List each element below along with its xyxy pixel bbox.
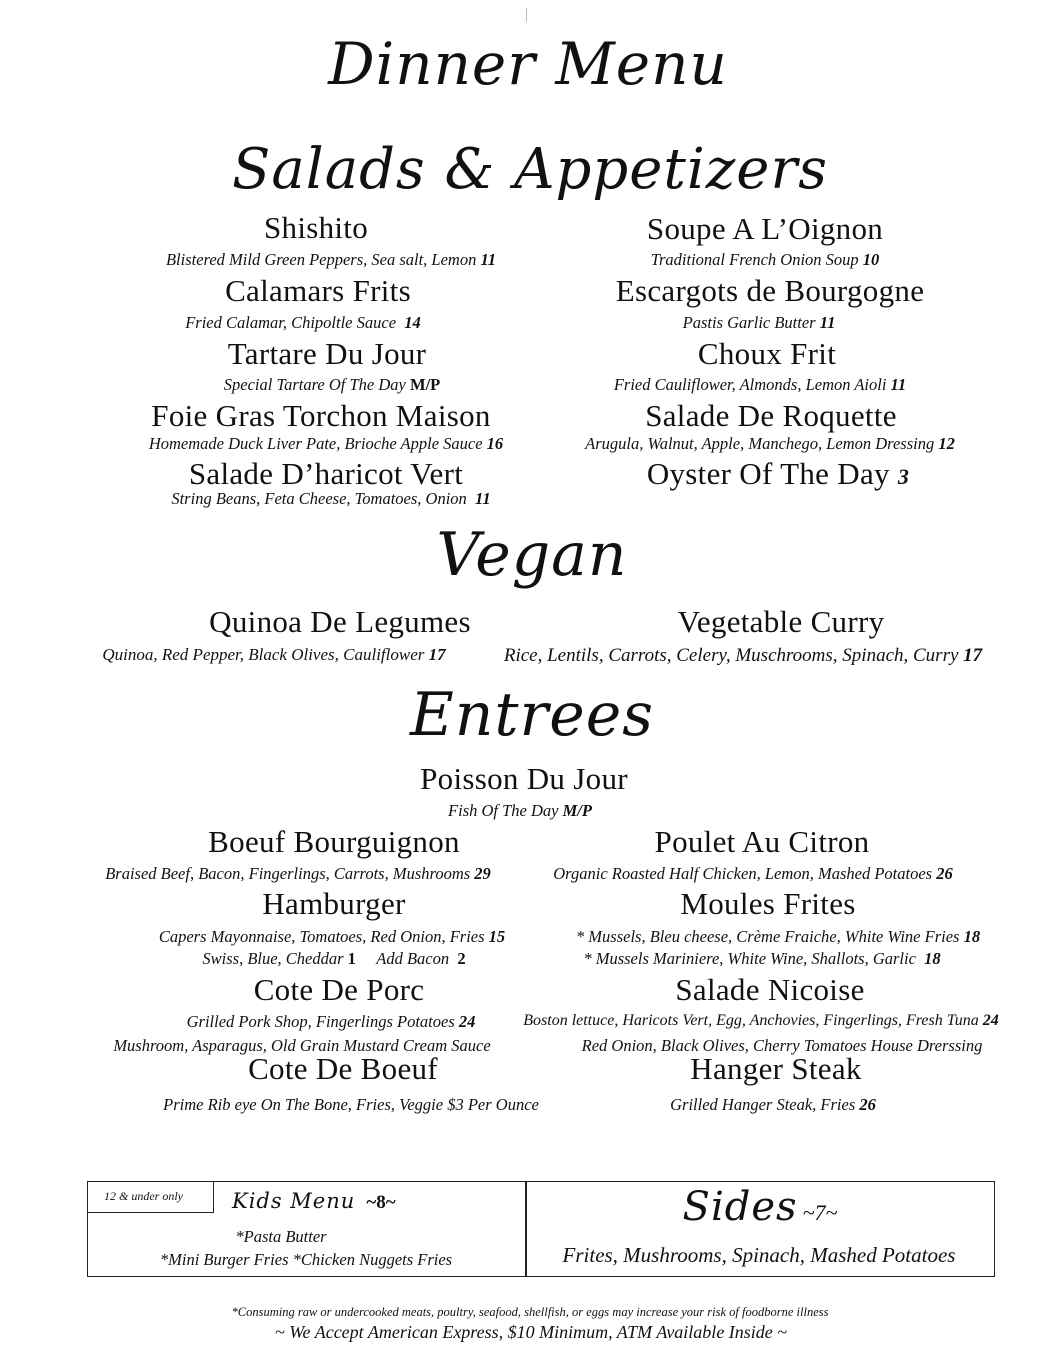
price: 26 xyxy=(859,1095,876,1114)
price: 26 xyxy=(936,864,953,883)
top-mark xyxy=(526,8,527,22)
item-desc: Fish Of The Day M/P xyxy=(448,801,592,820)
item-salade-roquette: Salade De Roquette xyxy=(645,398,897,433)
item-poulet-au-citron: Poulet Au Citron xyxy=(654,824,870,859)
item-desc: Quinoa, Red Pepper, Black Olives, Cauliflower 17 xyxy=(102,645,446,664)
item-desc: Braised Beef, Bacon, Fingerlings, Carrots, Mushrooms 29 xyxy=(105,864,491,883)
item-desc: Blistered Mild Green Peppers, Sea salt, Lemon 11 xyxy=(165,250,497,269)
kids-menu-line-1: *Pasta Butter xyxy=(235,1227,327,1246)
kids-menu-title: Kids Menu ~8~ xyxy=(232,1189,396,1213)
price: ~7~ xyxy=(802,1200,838,1225)
item-salade-haricot-vert: Salade D’haricot Vert xyxy=(188,456,464,491)
item-desc: Fried Cauliflower, Almonds, Lemon Aioli 11 xyxy=(613,375,907,394)
item-desc-2: * Mussels Mariniere, White Wine, Shallots, Garlic 18 xyxy=(583,949,941,968)
item-desc-2: Mushroom, Asparagus, Old Grain Mustard Cream Sauce xyxy=(113,1036,491,1055)
item-desc: Grilled Hanger Steak, Fries 26 xyxy=(670,1095,876,1114)
item-vegetable-curry: Vegetable Curry xyxy=(677,604,885,639)
price: 11 xyxy=(819,313,836,332)
item-desc: Homemade Duck Liver Pate, Brioche Apple Sauce 16 xyxy=(148,434,504,453)
price: 11 xyxy=(480,250,497,269)
price: 11 xyxy=(890,375,907,394)
item-desc: Pastis Garlic Butter 11 xyxy=(682,313,836,332)
item-desc: Organic Roasted Half Chicken, Lemon, Mashed Potatoes 26 xyxy=(553,864,953,883)
price: 1 xyxy=(347,949,356,968)
item-soupe-oignon: Soupe A L’Oignon xyxy=(646,211,884,246)
item-boeuf-bourguignon: Boeuf Bourguignon xyxy=(208,824,460,859)
item-desc: * Mussels, Bleu cheese, Crème Fraiche, White Wine Fries 18 xyxy=(575,927,981,946)
price: M/P xyxy=(409,375,441,394)
page-title: Dinner Menu xyxy=(328,30,728,98)
item-hamburger: Hamburger xyxy=(262,886,406,921)
price: 24 xyxy=(982,1012,999,1029)
item-desc: Special Tartare Of The Day M/P xyxy=(223,375,441,394)
item-extras: Swiss, Blue, Cheddar 1 Add Bacon 2 xyxy=(202,949,466,968)
item-desc: Grilled Pork Shop, Fingerlings Potatoes 24 xyxy=(186,1012,476,1031)
item-quinoa: Quinoa De Legumes xyxy=(209,604,471,639)
item-oyster: Oyster Of The Day 3 xyxy=(646,456,910,491)
footer-payment: ~ We Accept American Express, $10 Minimum, ATM Available Inside ~ xyxy=(274,1322,788,1342)
item-desc: Fried Calamar, Chipoltle Sauce 14 xyxy=(185,313,421,332)
item-hanger-steak: Hanger Steak xyxy=(690,1051,862,1086)
item-cote-de-porc: Cote De Porc xyxy=(253,972,425,1007)
item-desc-2: Red Onion, Black Olives, Cherry Tomatoes House Drerssing xyxy=(581,1036,983,1055)
price: 18 xyxy=(924,949,941,968)
item-poisson-du-jour: Poisson Du Jour xyxy=(420,761,628,796)
price: 17 xyxy=(428,645,446,664)
item-calamars-frits: Calamars Frits xyxy=(225,273,411,308)
price: M/P xyxy=(562,801,592,820)
item-desc: Arugula, Walnut, Apple, Manchego, Lemon Dressing 12 xyxy=(585,434,955,453)
price: 11 xyxy=(475,489,491,508)
item-tartare-du-jour: Tartare Du Jour xyxy=(227,336,427,371)
price: 10 xyxy=(862,250,880,269)
item-moules-frites: Moules Frites xyxy=(680,886,856,921)
footer-warning: *Consuming raw or undercooked meats, poultry, seafood, shellfish, or eggs may increase your risk of foodborne illness xyxy=(231,1305,829,1319)
section-heading-appetizers: Salads & Appetizers xyxy=(232,137,828,202)
price: ~8~ xyxy=(366,1192,396,1213)
item-desc: Traditional French Onion Soup 10 xyxy=(650,250,880,269)
price: 14 xyxy=(404,313,421,332)
price: 16 xyxy=(486,434,504,453)
price: 17 xyxy=(963,645,983,666)
sides-items: Frites, Mushrooms, Spinach, Mashed Potatoes xyxy=(562,1243,956,1267)
kids-menu-line-2: *Mini Burger Fries *Chicken Nuggets Fries xyxy=(159,1250,453,1269)
item-desc: Capers Mayonnaise, Tomatoes, Red Onion, Fries 15 xyxy=(158,927,506,946)
price: 29 xyxy=(474,864,491,883)
item-desc: String Beans, Feta Cheese, Tomatoes, Onion 11 xyxy=(171,489,491,508)
item-foie-gras: Foie Gras Torchon Maison xyxy=(151,398,491,433)
price: 24 xyxy=(458,1012,476,1031)
kids-age-tag: 12 & under only xyxy=(104,1189,183,1203)
sides-title: Sides ~7~ xyxy=(682,1184,838,1230)
section-heading-vegan: Vegan xyxy=(436,520,628,590)
price: 2 xyxy=(457,949,466,968)
item-desc: Rice, Lentils, Carrots, Celery, Muschrooms, Spinach, Curry 17 xyxy=(503,645,983,666)
section-heading-entrees: Entrees xyxy=(409,680,655,750)
item-desc: Boston lettuce, Haricots Vert, Egg, Anchovies, Fingerlings, Fresh Tuna 24 xyxy=(523,1012,999,1029)
item-choux-frit: Choux Frit xyxy=(697,336,837,371)
item-shishito: Shishito xyxy=(263,210,369,245)
price: 3 xyxy=(897,464,910,489)
item-desc: Prime Rib eye On The Bone, Fries, Veggie $3 Per Ounce xyxy=(163,1095,539,1114)
price: 18 xyxy=(963,927,981,946)
item-salade-nicoise: Salade Nicoise xyxy=(675,972,865,1007)
price: 15 xyxy=(488,927,506,946)
item-cote-de-boeuf: Cote De Boeuf xyxy=(248,1051,438,1086)
price: 12 xyxy=(938,434,955,453)
item-escargots: Escargots de Bourgogne xyxy=(615,273,925,308)
